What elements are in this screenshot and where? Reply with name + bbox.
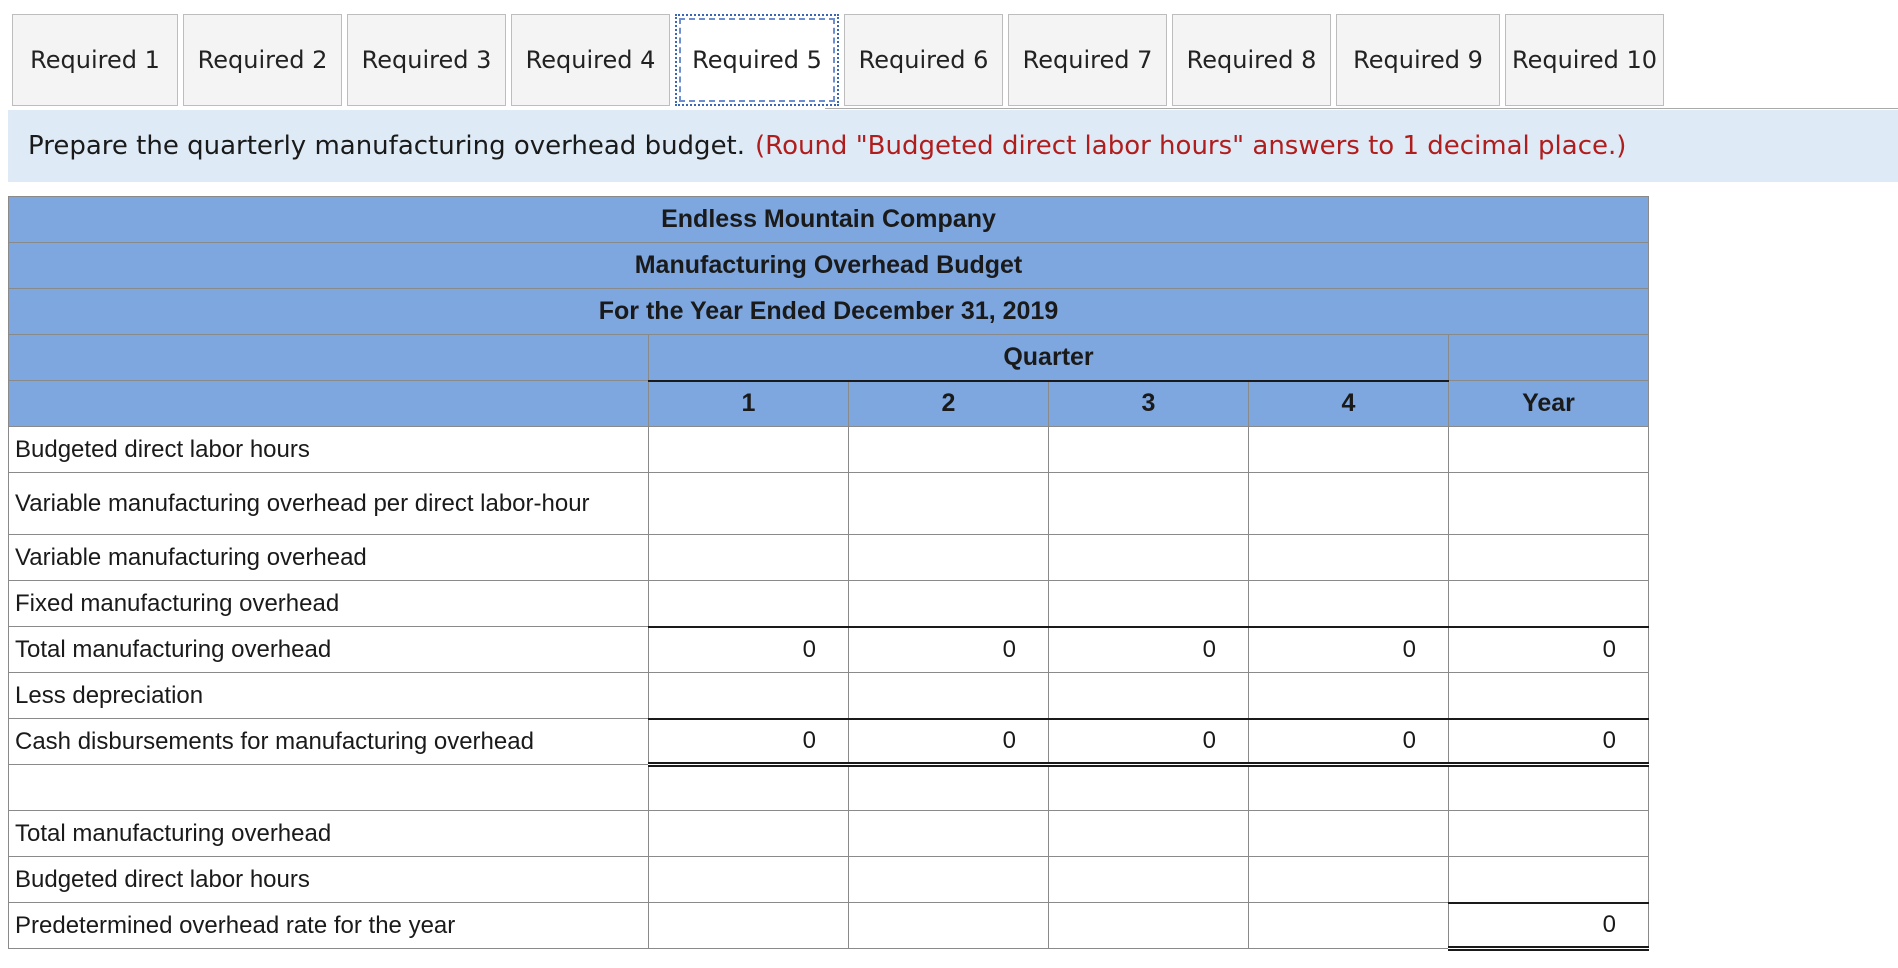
row-label: Total manufacturing overhead bbox=[9, 811, 649, 857]
input-dlh-q2[interactable] bbox=[849, 427, 1049, 473]
row-var-moh bbox=[9, 535, 1649, 581]
row-spacer bbox=[9, 765, 1649, 811]
input-var-moh-q4[interactable] bbox=[1249, 535, 1449, 581]
row-budgeted-dlh bbox=[9, 427, 1649, 473]
spacer-cell bbox=[1049, 765, 1249, 811]
row-total-moh-2 bbox=[9, 811, 1649, 857]
tab-required-8[interactable]: Required 8 bbox=[1172, 14, 1331, 106]
total-moh-year: 0 bbox=[1449, 627, 1649, 673]
input-var-rate-q4[interactable] bbox=[1249, 473, 1449, 535]
company-name: Endless Mountain Company bbox=[9, 197, 1649, 243]
row-label: Variable manufacturing overhead bbox=[9, 535, 649, 581]
row-label: Cash disbursements for manufacturing overhead bbox=[9, 719, 649, 765]
row-label: Less depreciation bbox=[9, 673, 649, 719]
header-blank-year bbox=[1449, 335, 1649, 381]
blank-cell bbox=[1049, 811, 1249, 857]
header-blank-2 bbox=[9, 381, 649, 427]
header-blank bbox=[9, 335, 649, 381]
row-label: Variable manufacturing overhead per direct labor-hour bbox=[9, 473, 649, 535]
row-budgeted-dlh-2 bbox=[9, 857, 1649, 903]
budget-period: For the Year Ended December 31, 2019 bbox=[9, 289, 1649, 335]
blank-cell bbox=[1249, 857, 1449, 903]
col-quarter-4: 4 bbox=[1249, 381, 1449, 427]
tab-required-7[interactable]: Required 7 bbox=[1008, 14, 1167, 106]
row-label: Budgeted direct labor hours bbox=[9, 427, 649, 473]
blank-cell bbox=[1249, 811, 1449, 857]
input-dlh-year-2[interactable] bbox=[1449, 857, 1649, 903]
cash-disb-q3: 0 bbox=[1049, 719, 1249, 765]
input-var-moh-q3[interactable] bbox=[1049, 535, 1249, 581]
blank-cell bbox=[1049, 903, 1249, 949]
cash-disb-year: 0 bbox=[1449, 719, 1649, 765]
input-fixed-q2[interactable] bbox=[849, 581, 1049, 627]
spacer-cell bbox=[1249, 765, 1449, 811]
input-dlh-year[interactable] bbox=[1449, 427, 1649, 473]
spacer-cell bbox=[849, 765, 1049, 811]
input-dep-q4[interactable] bbox=[1249, 673, 1449, 719]
input-total-moh-year-2[interactable] bbox=[1449, 811, 1649, 857]
row-var-moh-rate bbox=[9, 473, 1649, 535]
spacer-cell bbox=[1449, 765, 1649, 811]
input-var-rate-q2[interactable] bbox=[849, 473, 1049, 535]
total-moh-q4: 0 bbox=[1249, 627, 1449, 673]
requirement-tabs bbox=[12, 14, 1669, 110]
spacer-cell bbox=[649, 765, 849, 811]
input-dep-q2[interactable] bbox=[849, 673, 1049, 719]
blank-cell bbox=[649, 857, 849, 903]
tab-required-2[interactable]: Required 2 bbox=[183, 14, 342, 106]
input-fixed-q1[interactable] bbox=[649, 581, 849, 627]
tab-required-10[interactable]: Required 10 bbox=[1505, 14, 1664, 106]
input-dlh-q3[interactable] bbox=[1049, 427, 1249, 473]
row-label: Fixed manufacturing overhead bbox=[9, 581, 649, 627]
row-fixed-moh bbox=[9, 581, 1649, 627]
spacer-cell bbox=[9, 765, 649, 811]
col-quarter-2: 2 bbox=[849, 381, 1049, 427]
input-dep-q1[interactable] bbox=[649, 673, 849, 719]
tab-required-3[interactable]: Required 3 bbox=[347, 14, 506, 106]
instruction-banner bbox=[8, 110, 1898, 182]
input-fixed-q3[interactable] bbox=[1049, 581, 1249, 627]
input-dlh-q1[interactable] bbox=[649, 427, 849, 473]
row-pohr bbox=[9, 903, 1649, 949]
input-var-moh-q2[interactable] bbox=[849, 535, 1049, 581]
input-var-rate-year[interactable] bbox=[1449, 473, 1649, 535]
blank-cell bbox=[649, 811, 849, 857]
cash-disb-q4: 0 bbox=[1249, 719, 1449, 765]
col-year: Year bbox=[1449, 381, 1649, 427]
rounding-note: (Round "Budgeted direct labor hours" answers to 1 decimal place.) bbox=[755, 131, 1627, 161]
input-dep-q3[interactable] bbox=[1049, 673, 1249, 719]
cash-disb-q1: 0 bbox=[649, 719, 849, 765]
input-dlh-q4[interactable] bbox=[1249, 427, 1449, 473]
input-var-rate-q3[interactable] bbox=[1049, 473, 1249, 535]
quarter-header: Quarter bbox=[649, 335, 1449, 381]
blank-cell bbox=[649, 903, 849, 949]
input-fixed-year[interactable] bbox=[1449, 581, 1649, 627]
col-quarter-3: 3 bbox=[1049, 381, 1249, 427]
row-cash-disbursements bbox=[9, 719, 1649, 765]
tab-required-9[interactable]: Required 9 bbox=[1336, 14, 1500, 106]
blank-cell bbox=[849, 811, 1049, 857]
tab-required-4[interactable]: Required 4 bbox=[511, 14, 670, 106]
input-dep-year[interactable] bbox=[1449, 673, 1649, 719]
cash-disb-q2: 0 bbox=[849, 719, 1049, 765]
pohr-year: 0 bbox=[1449, 903, 1649, 949]
tab-required-1[interactable]: Required 1 bbox=[12, 14, 178, 106]
blank-cell bbox=[1249, 903, 1449, 949]
tab-required-5[interactable]: Required 5 bbox=[675, 14, 839, 106]
tab-required-6[interactable]: Required 6 bbox=[844, 14, 1003, 106]
tabs-divider bbox=[825, 108, 1898, 109]
input-var-moh-q1[interactable] bbox=[649, 535, 849, 581]
row-label: Budgeted direct labor hours bbox=[9, 857, 649, 903]
row-label: Total manufacturing overhead bbox=[9, 627, 649, 673]
input-var-rate-q1[interactable] bbox=[649, 473, 849, 535]
input-fixed-q4[interactable] bbox=[1249, 581, 1449, 627]
blank-cell bbox=[849, 857, 1049, 903]
row-less-depreciation bbox=[9, 673, 1649, 719]
total-moh-q2: 0 bbox=[849, 627, 1049, 673]
row-total-moh bbox=[9, 627, 1649, 673]
row-label: Predetermined overhead rate for the year bbox=[9, 903, 649, 949]
total-moh-q3: 0 bbox=[1049, 627, 1249, 673]
blank-cell bbox=[1049, 857, 1249, 903]
total-moh-q1: 0 bbox=[649, 627, 849, 673]
input-var-moh-year[interactable] bbox=[1449, 535, 1649, 581]
budget-title: Manufacturing Overhead Budget bbox=[9, 243, 1649, 289]
blank-cell bbox=[849, 903, 1049, 949]
manufacturing-overhead-budget-table bbox=[8, 196, 1649, 951]
col-quarter-1: 1 bbox=[649, 381, 849, 427]
instruction-text: Prepare the quarterly manufacturing overhead budget. bbox=[28, 131, 746, 161]
